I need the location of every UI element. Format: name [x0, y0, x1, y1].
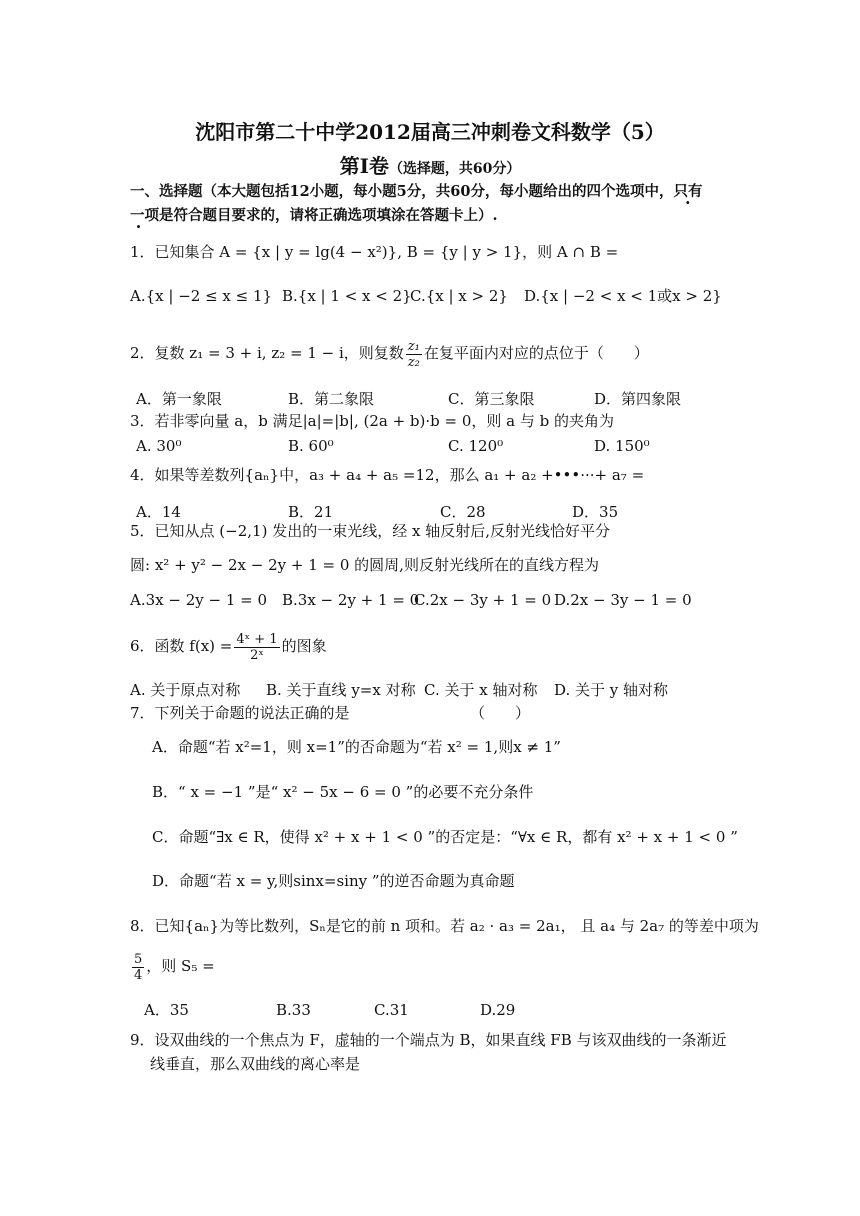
q8-post: ，则 S₅ = — [146, 957, 215, 975]
q5-option-a: A.3x − 2y − 1 = 0 — [130, 591, 268, 609]
q7-option-a: A．命题“若 x²=1，则 x=1”的否命题为“若 x² = 1,则x ≠ 1” — [152, 738, 561, 756]
section-text: 一、选择题（本大题包括12小题，每小题5分，共60分，每小题给出的四个选项中， — [130, 183, 674, 200]
q5-option-d: D.2x − 3y − 1 = 0 — [554, 591, 692, 609]
part-label: 第Ⅰ卷 — [339, 154, 389, 178]
q8-numerator: 5 — [134, 951, 143, 967]
question-2-stem — [130, 336, 649, 370]
q2-pre: 2．复数 z₁ = 3 + i, z₂ = 1 − i，则复数 — [130, 344, 404, 362]
question-9-line2: 线垂直，那么双曲线的离心率是 — [150, 1055, 361, 1073]
q7-option-d: D．命题“若 x = y,则sinx=siny ”的逆否命题为真命题 — [152, 872, 515, 890]
page-title: 沈阳市第二十中学2012届高三冲刺卷文科数学（5） — [195, 120, 665, 144]
q2-option-a: A．第一象限 — [136, 390, 222, 408]
q1-option-b: B.{x | 1 < x < 2} — [282, 287, 412, 305]
q6-option-b: B. 关于直线 y=x 对称 — [266, 681, 416, 699]
q3-option-c: C. 120⁰ — [448, 437, 504, 455]
q6-pre: 6．函数 f(x) = — [130, 637, 233, 655]
q2-post: 在复平面内对应的点位于（ ） — [423, 344, 649, 362]
q4-option-d: D．35 — [572, 503, 619, 521]
q6-option-d: D. 关于 y 轴对称 — [554, 681, 669, 699]
q1-option-c: C.{x | x > 2} — [410, 287, 508, 305]
q2-numerator: z₁ — [407, 338, 420, 354]
q3-option-a: A. 30⁰ — [136, 437, 182, 455]
question-5-line1: 5．已知从点 (−2,1) 发出的一束光线，经 x 轴反射后,反射光线恰好平分 — [130, 522, 610, 540]
section-instruction-line2 — [130, 206, 498, 226]
q3-option-d: D. 150⁰ — [594, 437, 650, 455]
q8-option-a: A．35 — [144, 1001, 189, 1019]
q6-option-c: C. 关于 x 轴对称 — [424, 681, 538, 699]
q1-option-a: A.{x | −2 ≤ x ≤ 1} — [130, 287, 273, 305]
q7-option-b: B．“ x = −1 ”是“ x² − 5x − 6 = 0 ”的必要不充分条件 — [152, 783, 534, 801]
question-1-stem: 1．已知集合 A = {x | y = lg(4 − x²)}, B = {y | y > 1}，则 A ∩ B = — [130, 243, 619, 261]
section-text-2: 项是符合题目要求的，请将正确选项填涂在答题卡上）. — [144, 207, 498, 224]
question-3-stem: 3．若非零向量 a，b 满足|a|=|b|, (2a + b)·b = 0，则 a 与 b 的夹角为 — [130, 412, 615, 430]
q2-option-b: B．第二象限 — [288, 390, 375, 408]
q6-numerator: 4ˣ + 1 — [236, 631, 278, 647]
q8-fraction — [132, 952, 144, 983]
q6-denominator: 2ˣ — [250, 647, 264, 663]
q7-stem-text: 7．下列关于命题的说法正确的是 — [130, 704, 350, 722]
q1-option-d: D.{x | −2 < x < 1或x > 2} — [524, 287, 722, 305]
q6-option-a: A. 关于原点对称 — [130, 681, 241, 699]
section-instruction-line1 — [130, 182, 702, 202]
q2-option-d: D．第四象限 — [594, 390, 682, 408]
q4-option-a: A．14 — [136, 503, 181, 521]
q8-option-d: D.29 — [480, 1001, 516, 1019]
q2-fraction — [406, 339, 422, 370]
section-emphasis: 只有 — [673, 183, 703, 200]
q7-answer-paren: （ ） — [470, 704, 531, 722]
q8-denominator: 4 — [134, 967, 143, 983]
q5-option-c: C.2x − 3y + 1 = 0 — [414, 591, 552, 609]
question-9-line1: 9．设双曲线的一个焦点为 F，虚轴的一个端点为 B，如果直线 FB 与该双曲线的一条渐近 — [130, 1031, 727, 1049]
q3-option-b: B. 60⁰ — [288, 437, 334, 455]
part-note: （选择题，共60分） — [388, 161, 521, 177]
section-emphasis-one: 一 — [130, 207, 145, 224]
q6-fraction — [234, 632, 279, 663]
q8-option-b: B.33 — [276, 1001, 311, 1019]
q4-option-c: C．28 — [440, 503, 486, 521]
q4-option-b: B．21 — [288, 503, 334, 521]
q5-option-b: B.3x − 2y + 1 = 0 — [282, 591, 420, 609]
q2-option-c: C．第三象限 — [448, 390, 535, 408]
question-7-stem — [130, 703, 350, 723]
question-5-line2: 圆: x² + y² − 2x − 2y + 1 = 0 的圆周,则反射光线所在的直线方程为 — [130, 556, 599, 574]
question-6-stem — [130, 628, 327, 664]
part-heading — [0, 150, 860, 179]
q7-option-c: C．命题“∃x ∈ R，使得 x² + x + 1 < 0 ”的否定是：“∀x ∈ R，都有 x² + x + 1 < 0 ” — [152, 828, 738, 846]
question-8-line1: 8．已知{aₙ}为等比数列，Sₙ是它的前 n 项和。若 a₂ · a₃ = 2a₁， 且 a₄ 与 2a₇ 的等差中项为 — [130, 917, 759, 935]
question-4-stem: 4．如果等差数列{aₙ}中，a₃ + a₄ + a₅ =12，那么 a₁ + a₂ +•••···+ a₇ = — [130, 466, 645, 484]
q6-post: 的图象 — [281, 637, 327, 655]
question-8-line2 — [130, 948, 215, 984]
q2-denominator: z₂ — [407, 354, 420, 370]
q8-option-c: C.31 — [374, 1001, 409, 1019]
